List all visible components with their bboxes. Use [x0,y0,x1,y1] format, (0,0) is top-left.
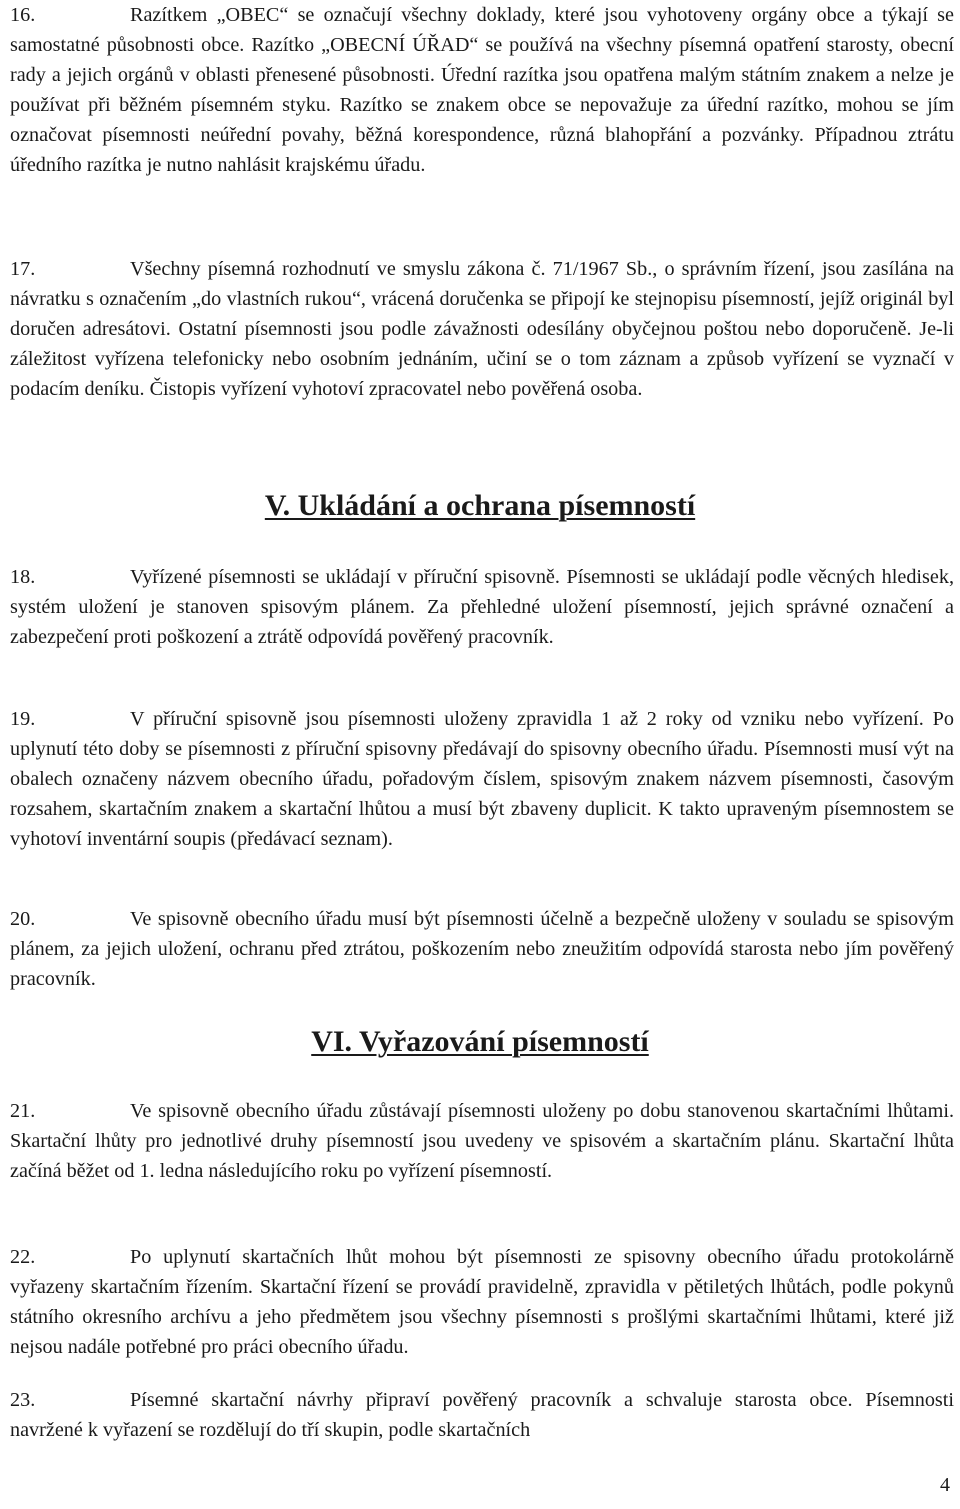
paragraph-19 [10,704,954,854]
paragraph-22 [10,1242,954,1362]
paragraph-text: Písemné skartační návrhy připraví pověřený pracovník a schvaluje starosta obce. Písemnosti navržené k vyřazení se rozdělují do tří skupin, podle skartačních [10,1389,954,1441]
paragraph-number: 21. [10,1100,36,1122]
page-number: 4 [940,1474,950,1496]
paragraph-23 [10,1385,954,1445]
section-heading-v: V. Ukládání a ochrana písemností [264,489,696,522]
paragraph-number: 17. [10,258,36,280]
paragraph-number: 23. [10,1389,36,1411]
paragraph-text: V příruční spisovně jsou písemnosti uloženy zpravidla 1 až 2 roky od vzniku nebo vyřízení. Po uplynutí této doby se písemnosti z příruční spisovny předávají do spisovny obecního úřadu. Písemnosti musí výt na obalech označeny názvem obecního úřadu, pořadovým číslem, spisovým znakem názvem písemnosti, časovým rozsahem, skartačním znakem a skartační lhůtou a musí být zbaveny duplicit. K takto upraveným písemnostem se vyhotoví inventární soupis (předávací seznam). [10,708,954,850]
paragraph-21 [10,1096,954,1186]
paragraph-17 [10,254,954,404]
paragraph-number: 20. [10,908,36,930]
section-heading-vi: VI. Vyřazování písemností [311,1025,649,1058]
paragraph-text: Všechny písemná rozhodnutí ve smyslu zákona č. 71/1967 Sb., o správním řízení, jsou zasílána na návratku s označením „do vlastních rukou“, vrácená doručenka se připojí ke stejnopisu písemností, jejíž originál byl doručen adresátovi. Ostatní písemnosti jsou podle závažnosti odesílány obyčejnou poštou nebo doporučeně. Je-li záležitost vyřízena telefonicky nebo osobním jednáním, učiní se o tom záznam a způsob vyřízení se vyznačí v podacím deníku. Čistopis vyřízení vyhotoví zpracovatel nebo pověřená osoba. [10,258,954,400]
paragraph-text: Ve spisovně obecního úřadu musí být písemnosti účelně a bezpečně uloženy v souladu se spisovým plánem, za jejich uložení, ochranu před ztrátou, poškozením nebo zneužitím odpovídá starosta nebo jím pověřený pracovník. [10,908,954,990]
paragraph-text: Razítkem „OBEC“ se označují všechny doklady, které jsou vyhotoveny orgány obce a týkají se samostatné působnosti obce. Razítko „OBECNÍ ÚŘAD“ se používá na všechny písemná opatření starosty, obecní rady a jejich orgánů v oblasti přenesené působnosti. Úřední razítka jsou opatřena malým státním znakem a nelze je používat při běžném písemném styku. Razítko se znakem obce se nepovažuje za úřední razítko, mohou se jím označovat písemnosti neúřední povahy, běžná korespondence, různá blahopřání a pozvánky. Případnou ztrátu úředního razítka je nutno nahlásit krajskému úřadu. [10,4,954,176]
paragraph-text: Vyřízené písemnosti se ukládají v příruční spisovně. Písemnosti se ukládají podle věcných hledisek, systém uložení je stanoven spisovým plánem. Za přehledné uložení písemností, jejich správné označení a zabezpečení proti poškození a ztrátě odpovídá pověřený pracovník. [10,566,954,648]
paragraph-text: Po uplynutí skartačních lhůt mohou být písemnosti ze spisovny obecního úřadu protokolárně vyřazeny skartačním řízením. Skartační řízení se provádí pravidelně, zpravidla v pětiletých lhůtách, podle pokynů státního okresního archívu a jeho předmětem jsou všechny písemnosti s prošlými skartačními lhůtami, které již nejsou nadále potřebné pro práci obecního úřadu. [10,1246,954,1358]
paragraph-number: 19. [10,708,36,730]
paragraph-18 [10,562,954,652]
paragraph-number: 16. [10,4,36,26]
paragraph-text: Ve spisovně obecního úřadu zůstávají písemnosti uloženy po dobu stanovenou skartačními lhůtami. Skartační lhůty pro jednotlivé druhy písemností jsou uvedeny ve spisovém a skartačním plánu. Skartační lhůta začíná běžet od 1. ledna následujícího roku po vyřízení písemností. [10,1100,954,1182]
paragraph-16 [10,0,954,180]
paragraph-number: 18. [10,566,36,588]
paragraph-number: 22. [10,1246,36,1268]
paragraph-20 [10,904,954,994]
